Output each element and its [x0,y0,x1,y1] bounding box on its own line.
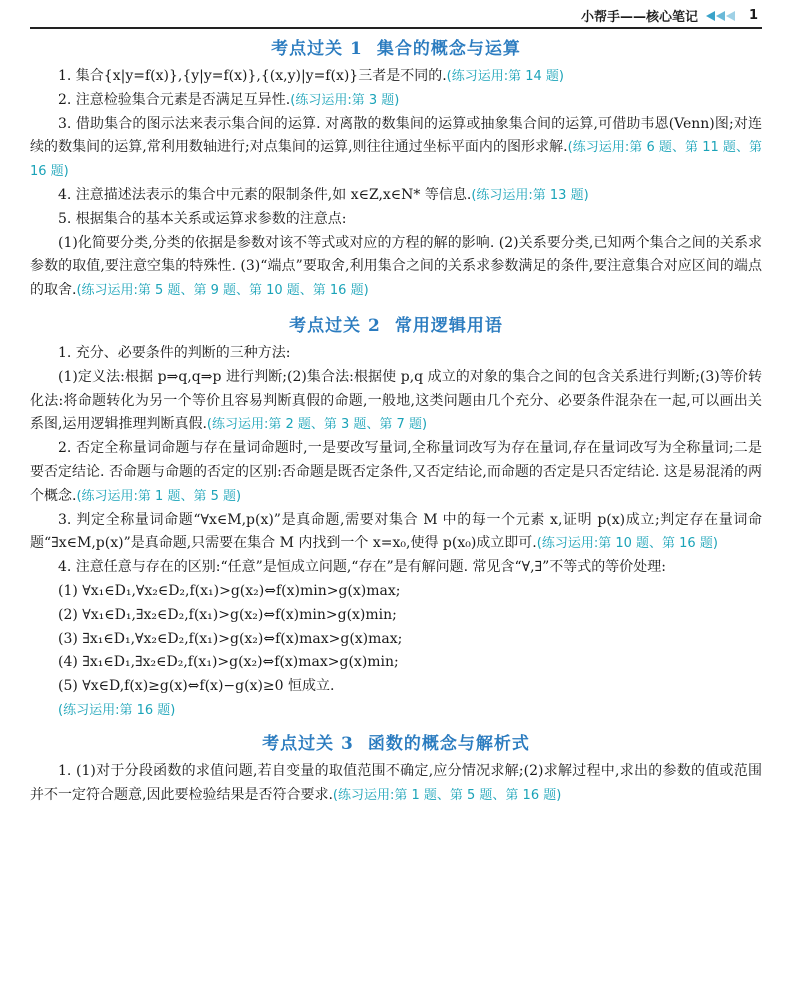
practice-reference: (练习运用:第 5 题、第 9 题、第 10 题、第 16 题) [76,283,369,299]
section-1-title [30,34,762,59]
header-rule [30,27,762,29]
practice-reference: (练习运用:第 13 题) [471,187,589,203]
practice-reference: (练习运用:第 6 题、第 11 题、第 16 题) [30,140,762,180]
page-number: 1 [748,8,758,23]
paragraph [30,509,762,557]
practice-reference: (练习运用:第 16 题) [58,702,176,718]
practice-reference: (练习运用:第 1 题、第 5 题、第 16 题) [332,787,562,803]
paragraph [30,65,762,89]
practice-reference: (练习运用:第 14 题) [446,69,565,84]
section-3-label: 考点过关 3 [262,733,354,754]
equivalence-item: (2) ∀x₁∈D₁,∃x₂∈D₂,f(x₁)>g(x₂)⇔f(x)min>g(x)min; [58,606,397,623]
header-title: 小帮手——核心笔记 [580,10,698,25]
paragraph-text: 4. 注意描述法表示的集合中元素的限制条件,如 x∈Z,x∈N* 等信息. [58,186,472,203]
paragraph-text: 2. 否定全称量词命题与存在量词命题时,一是要改写量词,全称量词改写为存在量词,存在量词改写为全称量词;二是要否定结论. 否命题与命题的否定的区别:否命题是既否定条件,又否定结论,而命题的否定是只否定结论. 这是易混淆的两个概念. [30,440,762,504]
equivalence-item: (1) ∀x₁∈D₁,∀x₂∈D₂,f(x₁)>g(x₂)⇔f(x)min>g(x)max; [58,582,401,599]
paragraph [30,760,762,808]
practice-reference-line [30,699,762,723]
equivalence-item: (5) ∀x∈D,f(x)≥g(x)⇔f(x)−g(x)≥0 恒成立. [58,678,335,695]
section-3-title [30,729,762,754]
section-1-label: 考点过关 1 [271,39,363,59]
paragraph-text: (1)化简要分类,分类的依据是参数对该不等式或对应的方程的解的影响. (2)关系要分类,已知两个集合之间的关系求参数的取值,要注意空集的特殊性. (3)“端点”要取舍,利用集合之间的关系求参数满足的条件,要注意集合对应区间的端点的取舍. [30,234,762,299]
section-3-topic: 函数的概念与解析式 [367,733,530,754]
practice-reference: (练习运用:第 1 题、第 5 题) [76,488,242,504]
practice-reference: (练习运用:第 3 题) [290,92,400,108]
section-2-topic: 常用逻辑用语 [394,315,503,336]
paragraph [30,556,762,580]
paragraph [30,366,762,437]
section-1-topic: 集合的概念与运算 [376,39,521,59]
paragraph [30,184,762,208]
paragraph-text: 3. 判定全称量词命题“∀x∈M,p(x)”是真命题,需要对集合 M 中的每一个元素 x,证明 p(x)成立;判定存在量词命题“∃x∈M,p(x)”是真命题,只需要在集合 M 内找到一个 x=x₀,使得 p(x₀)成立即可. [30,511,762,552]
practice-reference: (练习运用:第 2 题、第 3 题、第 7 题) [206,417,428,433]
paragraph-text: 2. 注意检验集合元素是否满足互异性. [58,91,291,108]
paragraph-text: 5. 根据集合的基本关系或运算求参数的注意点: [58,210,347,227]
header-right [581,6,758,25]
paragraph-text: 1. (1)对于分段函数的求值问题,若自变量的取值范围不确定,应分情况求解;(2)求解过程中,求出的参数的值或范围并不一定符合题意,因此要检验结果是否符合要求. [30,762,762,803]
page-header [30,0,762,30]
paragraph [30,342,762,366]
practice-reference: (练习运用:第 10 题、第 16 题) [536,536,718,552]
paragraph [30,232,762,303]
equivalence-item: (4) ∃x₁∈D₁,∃x₂∈D₂,f(x₁)>g(x₂)⇔f(x)max>g(x)min; [58,654,399,671]
paragraph [30,113,762,184]
triangle-arrows-icon [706,11,735,21]
equivalence-item: (3) ∃x₁∈D₁,∀x₂∈D₂,f(x₁)>g(x₂)⇔f(x)max>g(x)max; [58,630,403,647]
paragraph-text: 1. 集合{x|y=f(x)},{y|y=f(x)},{(x,y)|y=f(x)}三者是不同的. [58,68,447,84]
section-2-label: 考点过关 2 [289,315,381,336]
paragraph-text: 1. 充分、必要条件的判断的三种方法: [58,344,291,361]
paragraph [30,437,762,508]
paragraph [30,89,762,113]
paragraph-text: (1)定义法:根据 p⇒q,q⇒p 进行判断;(2)集合法:根据使 p,q 成立的对象的集合之间的包含关系进行判断;(3)等价转化法:将命题转化为另一个等价且容易判断真假的命题,一般地,这类问题由几个充分、必要条件混杂在一起,可以画出关系图,运用逻辑推理判断真假. [30,368,762,433]
paragraph-text: 4. 注意任意与存在的区别:“任意”是恒成立问题,“存在”是有解问题. 常见含“∀,∃”不等式的等价处理: [58,559,667,576]
paragraph-text: 3. 借助集合的图示法来表示集合间的运算. 对离散的数集间的运算或抽象集合间的运算,可借助韦恩(Venn)图;对连续的数集间的运算,常利用数轴进行;对点集间的运算,则往往通过坐标平面内的图形求解. [30,115,762,156]
paragraph [30,208,762,232]
section-2-title [30,311,762,336]
